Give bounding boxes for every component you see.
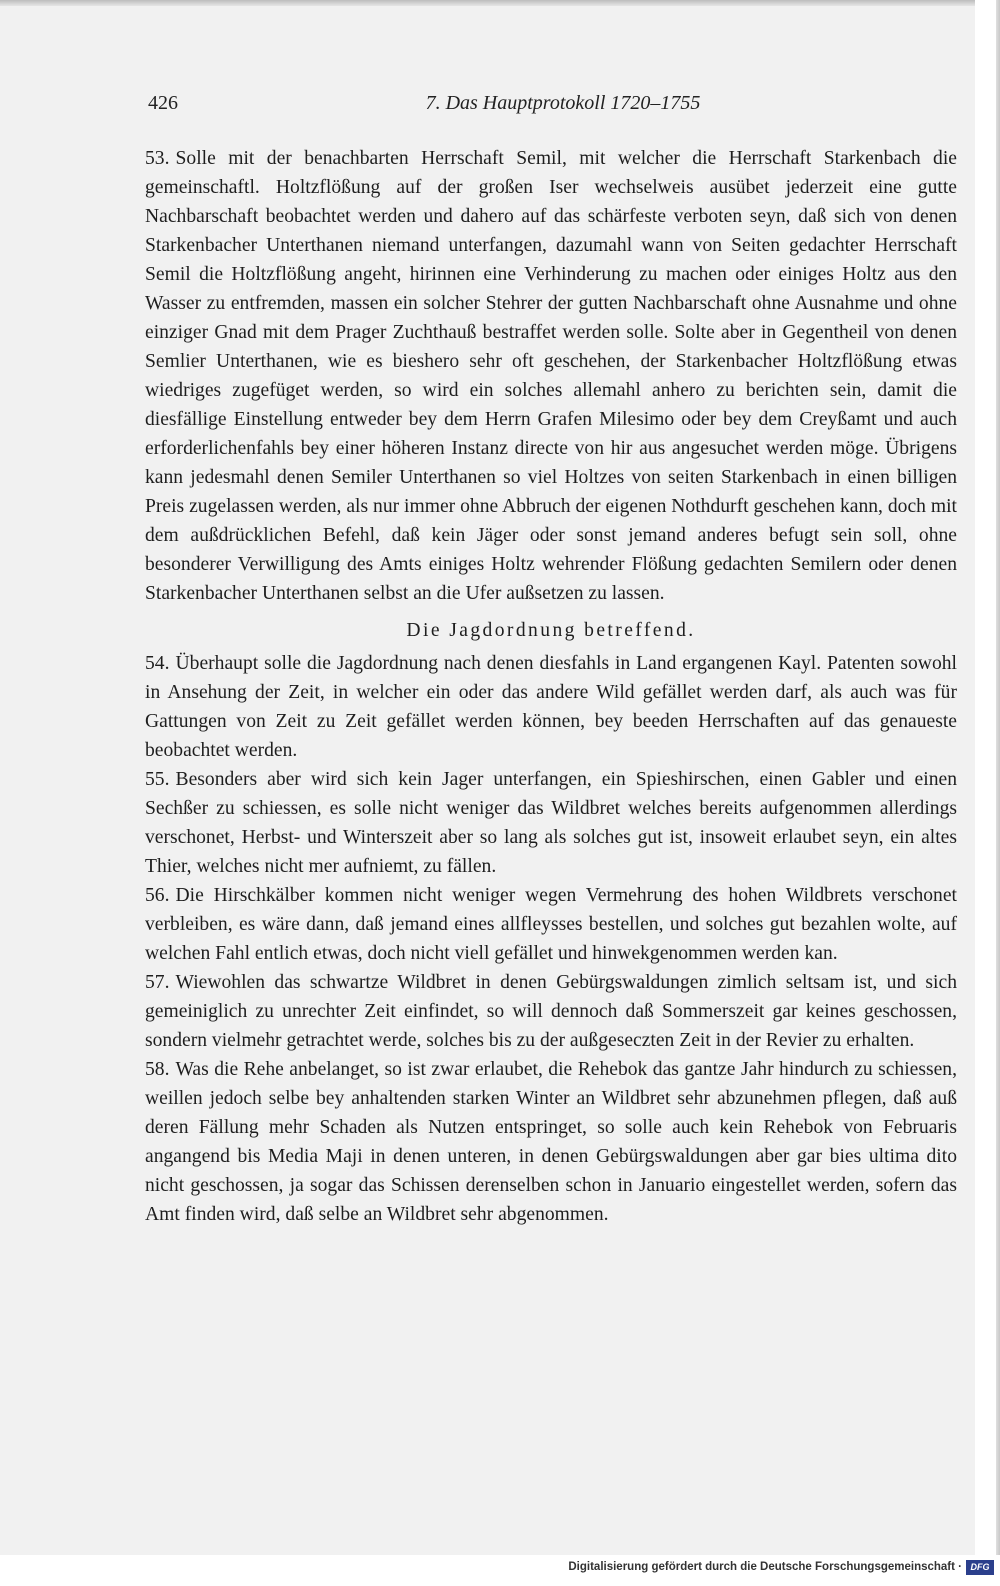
paragraph-number: 55. bbox=[145, 769, 170, 790]
section-heading: Die Jagdordnung betreffend. bbox=[406, 620, 696, 641]
footer-credit: Digitalisierung gefördert durch die Deutsche Forschungsgemeinschaft · bbox=[568, 1561, 962, 1573]
paragraph-55 bbox=[145, 765, 957, 881]
paragraph-text: Solle mit der benachbarten Herrschaft Semil, mit welcher die Herrschaft Starkenbach die gemeinschaftl. Holtzflößung auf der großen Iser wechselweis ausübet jederzeit eine gutte Nachbarschaft beobachtet werden und dahero auf das schärfeste verboten seyn, daß sich von denen Starkenbacher Unterthanen niemand unterfangen, dazumahl wann von Seiten gedachter Herrschaft Semil die Holtzflößung angeht, hirinnen eine Verhinderung zu machen oder einiges Holtz aus den Wasser zu entfremden, massen ein solcher Stehrer der gutten Nachbarschaft ohne Ausnahme und ohne einziger Gnad mit dem Prager Zuchthauß bestraffet werden solle. Solte aber in Gegentheil von denen Semlier Unterthanen, wie es bieshero sehr oft geschehen, der Starkenbacher Holtzflößung etwas wiedriges zugefüget werden, so wird ein solches allemahl anhero zu berichten sein, damit die diesfällige Einstellung entweder bey dem Herrn Grafen Milesimo oder bey dem Creyßamt und auch erforderlichenfahls bey einer höheren Instanz directe von hir aus angesuchet werden möge. Übrigens kann jedesmahl denen Semiler Unterthanen so viel Holtzes von seiten Starkenbach in einen billigen Preis zugelassen werden, als nur immer ohne Abbruch der eigenen Nothdurft geschehen kann, doch mit dem außdrücklichen Befehl, daß kein Jäger oder sonst jemand anderes befugt sein soll, ohne besonderer Verwilligung des Amts einiges Holtz wehrender Flößung gedachten Semilern oder denen Starkenbacher Unterthanen selbst an die Ufer außsetzen zu lassen. bbox=[145, 148, 957, 604]
paragraph-text: Was die Rehe anbelanget, so ist zwar erlaubet, die Rehebok das gantze Jahr hindurch zu schiessen, weillen jedoch selbe bey anhaltenden starken Winter an Wildbret sehr abzunehmen pflegen, daß auß deren Fällung mehr Schaden als Nutzen entspringet, so solle auch kein Rehebok von Februaris angangend bis Media Maji in denen unteren, in denen Gebürgswaldungen aber gar bies ultima dito nicht geschossen, ja sogar das Schissen derenselben schon in Januario eingestellet werden, sofern das Amt finden wird, daß selbe an Wildbret sehr abgenommen. bbox=[145, 1059, 957, 1225]
page-number: 426 bbox=[148, 92, 178, 114]
paragraph-58 bbox=[145, 1055, 957, 1229]
paragraph-57 bbox=[145, 968, 957, 1055]
paragraph-number: 57. bbox=[145, 972, 170, 993]
paragraph-text: Besonders aber wird sich kein Jager unterfangen, ein Spieshirschen, einen Gabler und einen Sechßer zu schiessen, es solle nicht weniger das Wildbret welches bereits aufgenommen allerdings verschonet, Herbst- und Winterszeit aber so lang als solches gut ist, insoweit erlaubet seyn, ein altes Thier, welches nicht mer aufniemt, zu fällen. bbox=[145, 769, 957, 877]
running-title: 7. Das Hauptprotokoll 1720–1755 bbox=[425, 92, 701, 114]
paragraph-number: 58. bbox=[145, 1059, 170, 1080]
paragraph-text: Die Hirschkälber kommen nicht weniger wegen Vermehrung des hohen Wildbrets verschonet verbleiben, es wäre dann, daß jemand eines allfleysses bestellen, und solches gut bezahlen wolte, auf welchen Fahl entlich etwas, doch nicht viell gefället und hinwekgenommen werden kan. bbox=[145, 885, 957, 964]
paragraph-text: Wiewohlen das schwartze Wildbret in denen Gebürgswaldungen zimlich seltsam ist, und sich gemeiniglich zu unrechter Zeit einfindet, so will dennoch daß Sommerszeit gar keines geschossen, sondern vielmehr getrachtet werde, solches bis zu der außgeseczten Zeit in der Revier zu erhalten. bbox=[145, 972, 957, 1051]
paragraph-number: 56. bbox=[145, 885, 170, 906]
page-header bbox=[148, 92, 958, 120]
page-top-edge bbox=[0, 0, 975, 6]
page-right-edge bbox=[996, 0, 1000, 1555]
paragraph-number: 54. bbox=[145, 653, 170, 674]
digitization-footer bbox=[568, 1558, 994, 1576]
paragraph-text: Überhaupt solle die Jagdordnung nach denen diesfahls in Land ergangenen Kayl. Patenten sowohl in Ansehung der Zeit, in welcher ein oder das andere Wild gefället werden darf, als auch was für Gattungen von Zeit zu Zeit gefället werden können, bey beeden Herrschaften auf das genaueste beobachtet werden. bbox=[145, 653, 957, 761]
paragraph-53 bbox=[145, 144, 957, 608]
paragraph-56 bbox=[145, 881, 957, 968]
page-body bbox=[145, 144, 957, 1229]
paragraph-number: 53. bbox=[145, 148, 170, 169]
dfg-logo-icon: DFG bbox=[966, 1560, 994, 1575]
paragraph-54 bbox=[145, 649, 957, 765]
